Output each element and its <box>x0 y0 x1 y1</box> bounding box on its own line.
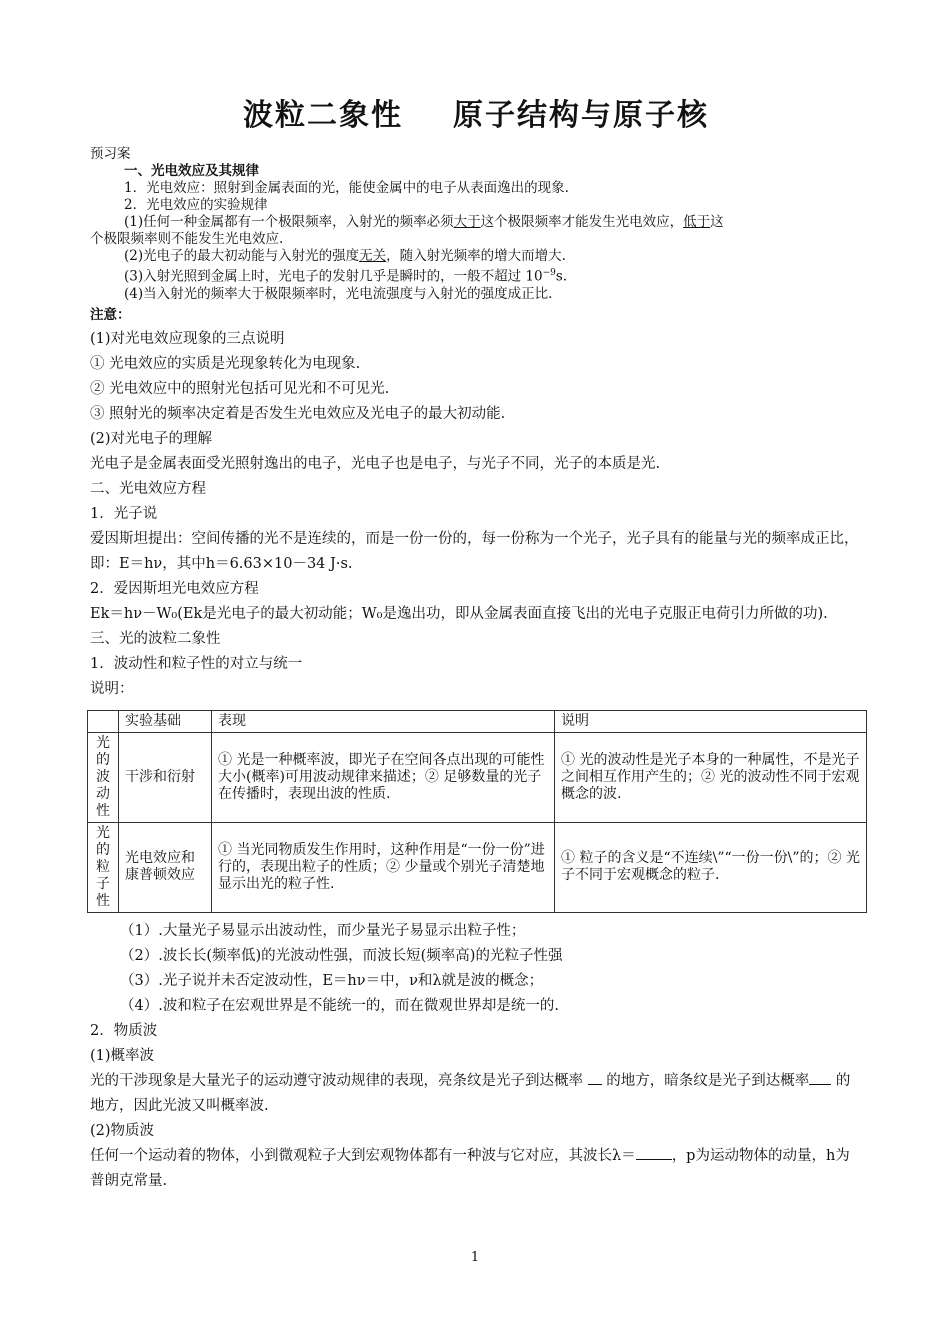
table-cell-show: ① 光是一种概率波，即光子在空间各点出现的可能性大小(概率)可用波动规律来描述；② 足够数量的光子在传播时，表现出波的性质. <box>212 732 555 822</box>
note-p5: (2)对光电子的理解 <box>90 430 213 447</box>
point-4: （4）.波和粒子在宏观世界是不能统一的，而在微观世界却是统一的. <box>120 997 559 1014</box>
matter-wave-heading: 2．物质波 <box>90 1022 158 1039</box>
section1-item1: 1．光电效应：照射到金属表面的光，能使金属中的电子从表面逸出的现象. <box>124 180 569 196</box>
photon-theory-heading: 1．光子说 <box>90 505 158 522</box>
note-label: 注意： <box>90 306 131 323</box>
rule-4: (4)当入射光的频率大于极限频率时，光电流强度与入射光的强度成正比. <box>124 285 553 302</box>
table-row <box>88 732 867 822</box>
einstein-equation-heading: 2．爱因斯坦光电效应方程 <box>90 580 259 597</box>
table-header-cell <box>88 710 119 732</box>
table-cell-basis: 干涉和衍射 <box>119 732 212 822</box>
title-part2: 原子结构与原子核 <box>453 98 709 133</box>
table-cell-explain: ① 粒子的含义是“不连续\”“一份一份\”的；② 光子不同于宏观概念的粒子. <box>555 822 867 912</box>
matter-wave-text: 任何一个运动着的物体，小到微观粒子大到宏观物体都有一种波与它对应，其波长λ＝ ，p为运动物体的动量，h为普朗克常量. <box>90 1144 862 1194</box>
title-part1: 波粒二象性 <box>243 98 403 133</box>
rule-2: (2)光电子的最大初动能与入射光的强度无关，随入射光频率的增大而增大. <box>124 248 566 264</box>
rule-1-continued: 个极限频率则不能发生光电效应. <box>90 231 284 247</box>
table-cell-basis: 光电效应和康普顿效应 <box>119 822 212 912</box>
table-header-cell: 表现 <box>212 710 555 732</box>
table-cell-kind: 光的波动性 <box>88 732 119 822</box>
point-2: （2）.波长长(频率低)的光波动性强，而波长短(频率高)的光粒子性强 <box>120 947 563 964</box>
rule-3: (3)入射光照到金属上时，光电子的发射几乎是瞬时的，一般不超过 $10^{-9}s$. <box>124 268 568 285</box>
note-p3: ② 光电效应中的照射光包括可见光和不可见光. <box>90 380 390 397</box>
section1-heading: 一、光电效应及其规律 <box>124 163 259 179</box>
table-cell-kind: 光的粒子性 <box>88 822 119 912</box>
probability-wave-heading: (1)概率波 <box>90 1047 155 1064</box>
point-3: （3）.光子说并未否定波动性，E＝hν＝中，ν和λ就是波的概念； <box>120 972 544 989</box>
table-header-cell: 说明 <box>555 710 867 732</box>
page-title <box>90 96 862 136</box>
matter-wave-subheading: (2)物质波 <box>90 1122 155 1139</box>
note-p6: 光电子是金属表面受光照射逸出的电子，光电子也是电子，与光子不同，光子的本质是光. <box>90 455 661 472</box>
section2-heading: 二、光电效应方程 <box>90 480 206 497</box>
duality-note-label: 说明： <box>90 680 134 697</box>
point-1: （1）.大量光子易显示出波动性，而少量光子易显示出粒子性； <box>120 922 526 939</box>
section3-heading: 三、光的波粒二象性 <box>90 630 221 647</box>
table-cell-show: ① 当光同物质发生作用时，这种作用是“一份一份”进行的，表现出粒子的性质；② 少量或个别光子清楚地显示出光的粒子性. <box>212 822 555 912</box>
table-header-cell: 实验基础 <box>119 710 212 732</box>
duality-heading: 1．波动性和粒子性的对立与统一 <box>90 655 303 672</box>
probability-wave-text: 光的干涉现象是大量光子的运动遵守波动规律的表现，亮条纹是光子到达概率 的地方，暗条纹是光子到达概率 的地方，因此光波又叫概率波. <box>90 1069 862 1119</box>
table-header-row <box>88 710 867 732</box>
table-cell-explain: ① 光的波动性是光子本身的一种属性，不是光子之间相互作用产生的；② 光的波动性不同于宏观概念的波. <box>555 732 867 822</box>
photon-theory-text: 爱因斯坦提出：空间传播的光不是连续的，而是一份一份的，每一份称为一个光子，光子具有的能量与光的频率成正比，即：E＝hν，其中h＝6.63×10－34 J·s. <box>90 530 859 572</box>
section1-item2: 2．光电效应的实验规律 <box>124 197 268 213</box>
einstein-equation-text: Ek＝hν－W₀(Ek是光电子的最大初动能；W₀是逸出功，即从金属表面直接飞出的光电子克服正电荷引力所做的功). <box>90 605 828 622</box>
wave-particle-table <box>87 710 867 913</box>
rule-1: (1)任何一种金属都有一个极限频率，入射光的频率必须大于这个极限频率才能发生光电效应，低于这 <box>124 214 724 230</box>
document-page <box>90 96 862 1194</box>
note-p4: ③ 照射光的频率决定着是否发生光电效应及光电子的最大初动能. <box>90 405 506 422</box>
preview-label: 预习案 <box>90 146 131 162</box>
note-p1: (1)对光电效应现象的三点说明 <box>90 330 285 347</box>
page-number: 1 <box>470 1250 480 1265</box>
note-p2: ① 光电效应的实质是光现象转化为电现象. <box>90 355 361 372</box>
table-row <box>88 822 867 912</box>
